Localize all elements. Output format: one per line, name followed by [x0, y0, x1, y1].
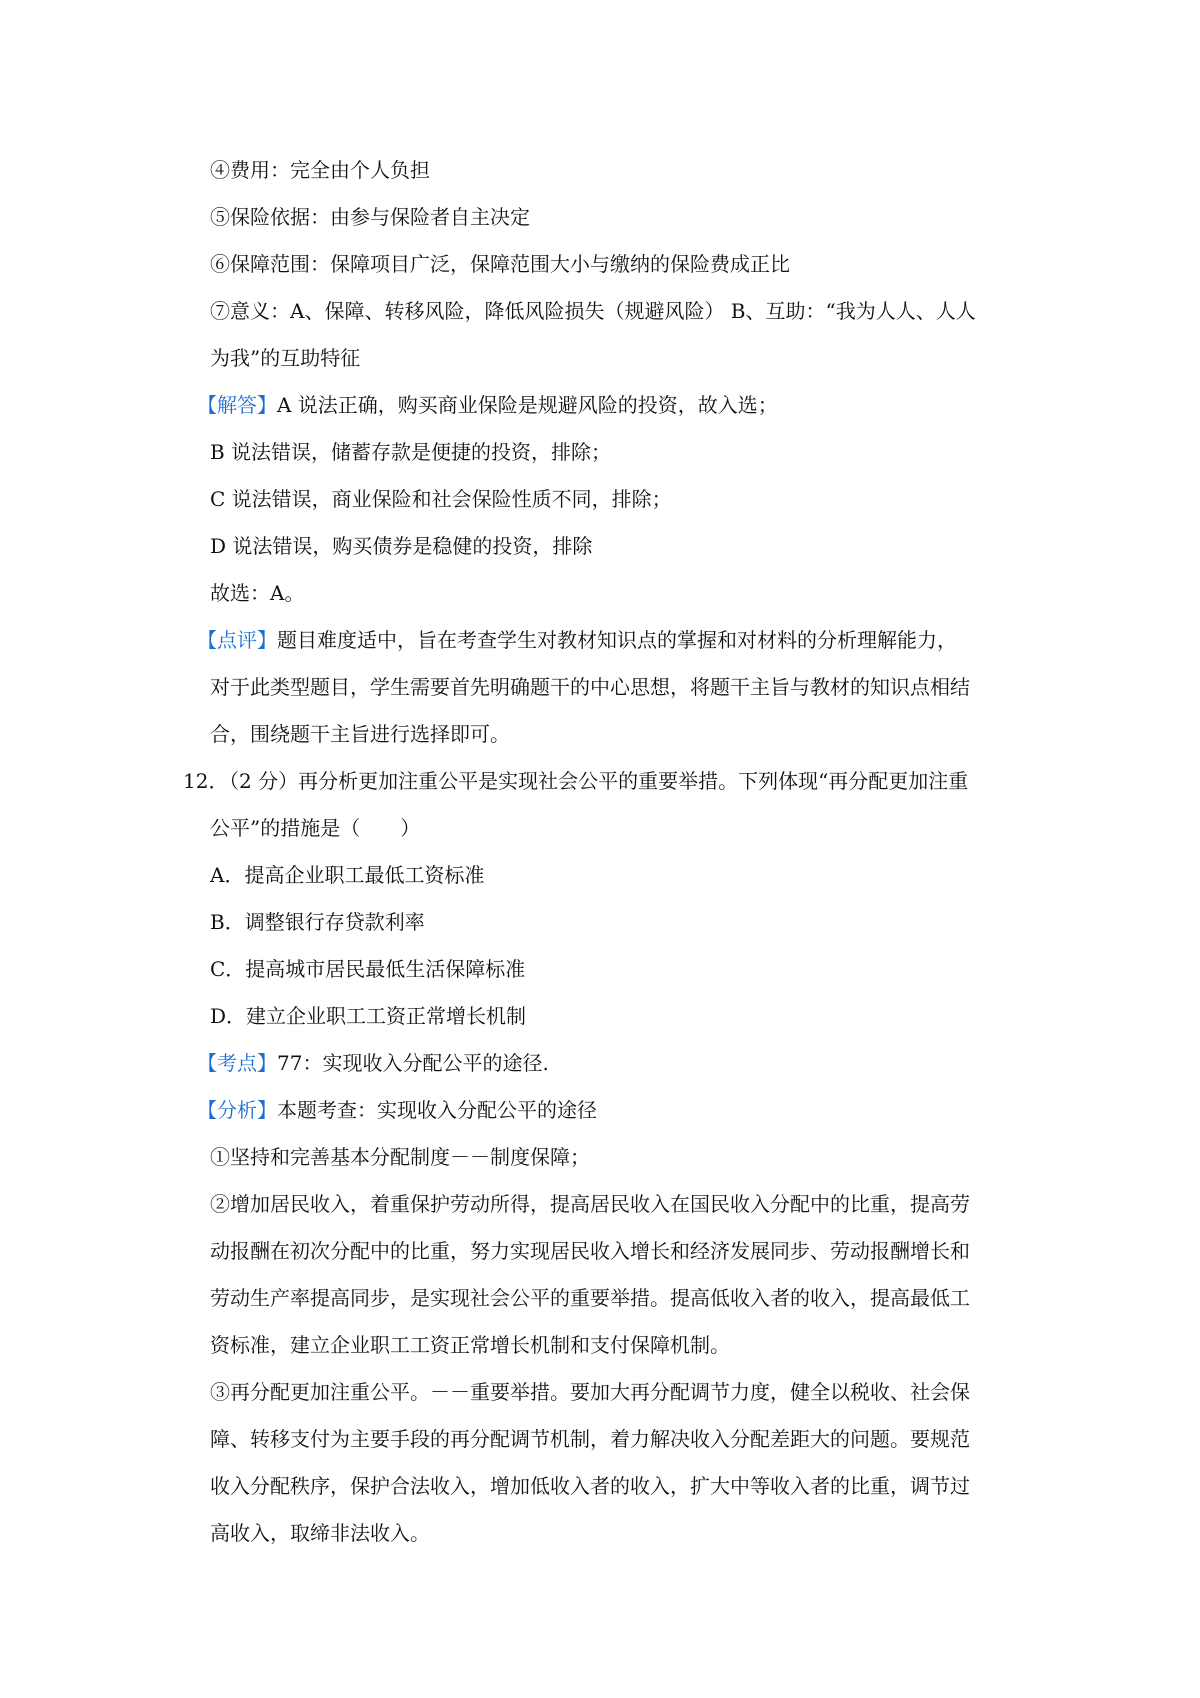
text-line: C 说法错误，商业保险和社会保险性质不同，排除； — [210, 487, 672, 511]
text-line: ③再分配更加注重公平。－－重要举措。要加大再分配调节力度，健全以税收、社会保 — [210, 1380, 970, 1404]
kaodian-line — [197, 1051, 549, 1075]
text-line: 动报酬在初次分配中的比重，努力实现居民收入增长和经济发展同步、劳动报酬增长和 — [210, 1239, 970, 1263]
text-line: ④费用：完全由个人负担 — [210, 158, 430, 182]
text-line: 劳动生产率提高同步，是实现社会公平的重要举措。提高低收入者的收入，提高最低工 — [210, 1286, 970, 1310]
text-line: 资标准，建立企业职工工资正常增长机制和支付保障机制。 — [210, 1333, 730, 1357]
option-b: B．调整银行存贷款利率 — [210, 910, 425, 934]
text-line: 对于此类型题目，学生需要首先明确题干的中心思想，将题干主旨与教材的知识点相结 — [210, 675, 970, 699]
comment-line — [197, 628, 957, 652]
question-stem: （2 分）再分析更加注重公平是实现社会公平的重要举措。下列体现“再分配更加注重 — [219, 769, 969, 793]
text-line: B 说法错误，储蓄存款是便捷的投资，排除； — [210, 440, 612, 464]
answer-tag: 【解答】 — [197, 393, 277, 417]
comment-text: 题目难度适中，旨在考查学生对教材知识点的掌握和对材料的分析理解能力， — [277, 628, 957, 652]
comment-tag: 【点评】 — [197, 628, 277, 652]
text-line: 合，围绕题干主旨进行选择即可。 — [210, 722, 510, 746]
question-stem: 公平”的措施是（ ） — [210, 816, 421, 840]
question-number: 12． — [183, 769, 229, 793]
kaodian-tag: 【考点】 — [197, 1051, 277, 1075]
text-line: 为我”的互助特征 — [210, 346, 361, 370]
kaodian-text: 77：实现收入分配公平的途径. — [277, 1051, 549, 1075]
option-c: C．提高城市居民最低生活保障标准 — [210, 957, 526, 981]
answer-text: A 说法正确，购买商业保险是规避风险的投资，故入选； — [277, 393, 778, 417]
analysis-line — [197, 1098, 597, 1122]
text-line: 高收入，取缔非法收入。 — [210, 1521, 430, 1545]
text-line: ②增加居民收入，着重保护劳动所得，提高居民收入在国民收入分配中的比重，提高劳 — [210, 1192, 970, 1216]
text-line: ⑦意义：A、保障、转移风险，降低风险损失（规避风险） B、互助：“我为人人、人人 — [210, 299, 976, 323]
text-line: 障、转移支付为主要手段的再分配调节机制，着力解决收入分配差距大的问题。要规范 — [210, 1427, 970, 1451]
text-line: 收入分配秩序，保护合法收入，增加低收入者的收入，扩大中等收入者的比重，调节过 — [210, 1474, 970, 1498]
option-a: A．提高企业职工最低工资标准 — [210, 863, 485, 887]
text-line: 故选：A。 — [210, 581, 305, 605]
option-d: D．建立企业职工工资正常增长机制 — [210, 1004, 527, 1028]
answer-line — [197, 393, 778, 417]
text-line: ⑥保障范围：保障项目广泛，保障范围大小与缴纳的保险费成正比 — [210, 252, 790, 276]
analysis-text: 本题考查：实现收入分配公平的途径 — [277, 1098, 597, 1122]
analysis-tag: 【分析】 — [197, 1098, 277, 1122]
text-line: ①坚持和完善基本分配制度－－制度保障； — [210, 1145, 590, 1169]
text-line: D 说法错误，购买债券是稳健的投资，排除 — [210, 534, 593, 558]
text-line: ⑤保险依据：由参与保险者自主决定 — [210, 205, 530, 229]
